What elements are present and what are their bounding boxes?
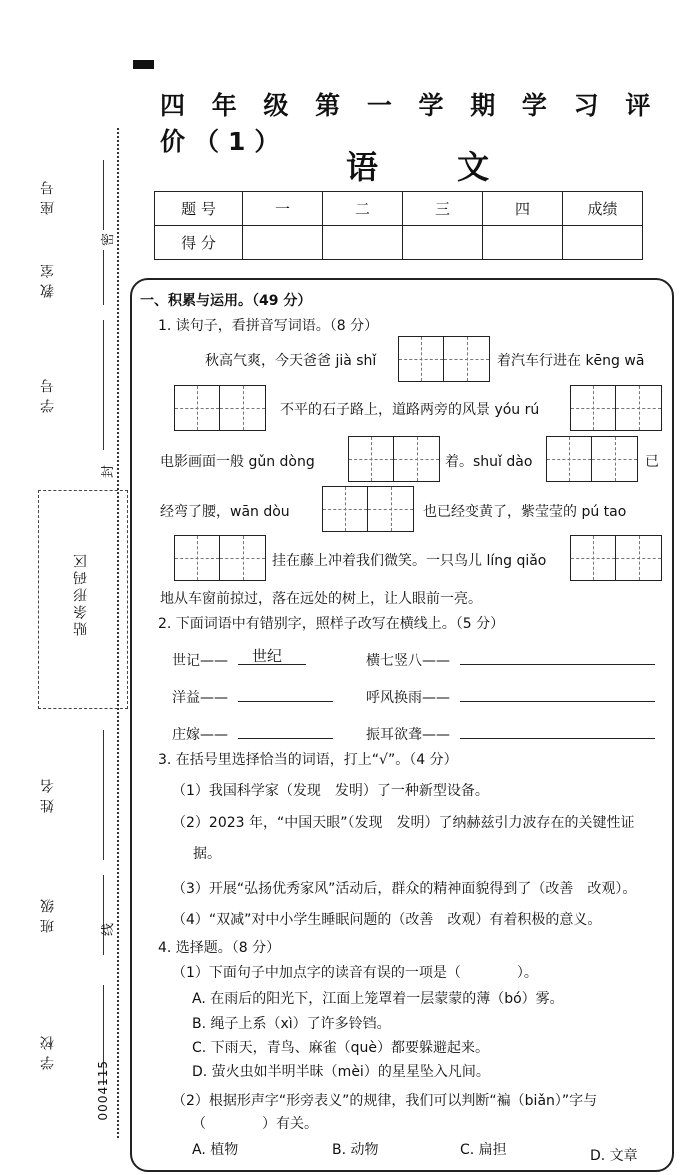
score-cell: 四 [483, 192, 563, 226]
score-table-score-row [155, 226, 643, 260]
q2-word5: 庄嫁—— [172, 727, 228, 743]
room-label: 教室 [40, 258, 56, 298]
score-table [154, 191, 643, 260]
class-label: 班级 [40, 893, 56, 933]
q4-option-a: A. 在雨后的阳光下，江面上笼罩着一层蒙蒙的薄（bó）雾。 [192, 991, 564, 1007]
barcode-area [38, 490, 128, 709]
score-input-cell[interactable] [483, 226, 563, 260]
name-label: 姓名 [40, 773, 56, 813]
pinyin-box-shuidao[interactable] [546, 436, 638, 482]
q3-sentence2: （2）2023 年，“中国天眼”（发现 发明）了纳赫兹引力波存在的关键性证 [172, 815, 635, 831]
barcode-area-label: 贴条形码区 [73, 551, 89, 636]
paper-code: 0004115 [96, 1060, 110, 1121]
score-cell: 题 号 [155, 192, 243, 226]
q1-line3-text: 电影画面一般 gǔn dòng [160, 454, 315, 470]
score-cell: 得 分 [155, 226, 243, 260]
student-id-label: 学号 [40, 373, 56, 413]
q4-title: 4. 选择题。（8 分） [158, 940, 281, 956]
q2-answer-line[interactable] [238, 701, 333, 702]
q4-choice-b: B. 动物 [332, 1142, 379, 1158]
q1-line4-text2: 也已经变黄了，紫莹莹的 pú tao [423, 504, 627, 520]
xian-mark: 线 [101, 922, 117, 937]
name-line[interactable] [103, 730, 104, 860]
q2-word4: 呼风换雨—— [366, 690, 450, 706]
q2-word6: 振耳欲聋—— [366, 727, 450, 743]
subject-title: 语 文 [346, 148, 524, 186]
q3-sentence2-cont: 据。 [193, 846, 221, 862]
q1-line3-text2: 着。shuǐ dào [445, 454, 533, 470]
q1-line6-text: 地从车窗前掠过，落在远处的树上，让人眼前一亮。 [160, 591, 482, 607]
score-table-header-row [155, 192, 643, 226]
exam-title: 四 年 级 第 一 学 期 学 习 评 价（1） [160, 91, 660, 156]
seat-line[interactable] [103, 160, 104, 230]
pinyin-box-youru[interactable] [570, 385, 662, 431]
q1-line5-text: 挂在藤上冲着我们微笑。一只鸟儿 líng qiǎo [272, 553, 547, 569]
q1-line3-text3: 已 [645, 454, 659, 470]
q1-line4-text: 经弯了腰，wān dòu [160, 504, 290, 520]
score-input-cell[interactable] [323, 226, 403, 260]
q4-choice-a: A. 植物 [192, 1142, 239, 1158]
q2-word3: 洋益—— [172, 690, 228, 706]
score-cell: 二 [323, 192, 403, 226]
student-id-line[interactable] [103, 320, 104, 450]
pinyin-box-lingqiao[interactable] [570, 535, 662, 581]
q4-option-b: B. 绳子上系（xì）了许多铃铛。 [192, 1016, 391, 1032]
q2-answer-line[interactable] [238, 738, 333, 739]
seat-label: 座号 [40, 175, 56, 215]
pinyin-box-putao[interactable] [174, 535, 266, 581]
pinyin-box-jiashi[interactable] [398, 336, 490, 382]
q2-title: 2. 下面词语中有错别字，照样子改写在横线上。（5 分） [158, 616, 505, 632]
q2-answer-line[interactable] [460, 701, 655, 702]
score-cell: 成绩 [563, 192, 643, 226]
q3-sentence4: （4）“双减”对中小学生睡眠问题的（改善 改观）有着积极的意义。 [172, 912, 602, 928]
q4-option-d: D. 萤火虫如半明半昧（mèi）的星星坠入凡间。 [192, 1064, 490, 1080]
q3-title: 3. 在括号里选择恰当的词语，打上“√”。（4 分） [158, 752, 458, 768]
score-cell: 一 [243, 192, 323, 226]
feng-mark: 封 [101, 464, 117, 479]
q1-line1-text: 秋高气爽，今天爸爸 jià shǐ [205, 353, 377, 369]
pinyin-box-wandou[interactable] [322, 486, 414, 532]
q4-part1: （1）下面句子中加点字的读音有误的一项是（ ）。 [172, 965, 538, 981]
school-label: 学校 [40, 1030, 56, 1070]
q1-line1-text2: 着汽车行进在 kēng wā [497, 353, 645, 369]
mi-mark: 密 [101, 232, 117, 247]
q1-title: 1. 读句子，看拼音写词语。（8 分） [158, 318, 379, 334]
q3-sentence1: （1）我国科学家（发现 发明）了一种新型设备。 [172, 783, 489, 799]
pinyin-box-kengwa[interactable] [174, 385, 266, 431]
q4-part2-cont: （ ）有关。 [192, 1116, 318, 1132]
q4-part2: （2）根据形声字“形旁表义”的规律，我们可以判断“褊（biǎn）”字与 [172, 1093, 598, 1109]
q4-choice-c: C. 扁担 [460, 1142, 507, 1158]
q4-option-c: C. 下雨天，青鸟、麻雀（què）都要躲避起来。 [192, 1040, 490, 1056]
score-input-cell[interactable] [563, 226, 643, 260]
score-input-cell[interactable] [243, 226, 323, 260]
q3-sentence3: （3）开展“弘扬优秀家风”活动后，群众的精神面貌得到了（改善 改观）。 [172, 881, 637, 897]
class-line[interactable] [103, 875, 104, 955]
q2-word2: 横七竖八—— [366, 653, 450, 669]
q2-word1: 世记—— [172, 653, 228, 669]
corner-mark [133, 60, 154, 69]
section1-heading: 一、积累与运用。（49 分） [140, 293, 312, 309]
q2-answer-line[interactable] [460, 738, 655, 739]
q2-example-answer: 世纪 [252, 647, 283, 665]
room-line[interactable] [103, 250, 104, 305]
q1-line2-text: 不平的石子路上，道路两旁的风景 yóu rú [280, 402, 540, 418]
score-input-cell[interactable] [403, 226, 483, 260]
score-cell: 三 [403, 192, 483, 226]
pinyin-box-gundong[interactable] [348, 436, 440, 482]
q2-answer-line[interactable] [460, 664, 655, 665]
q4-choice-d: D. 文章 [590, 1148, 638, 1164]
